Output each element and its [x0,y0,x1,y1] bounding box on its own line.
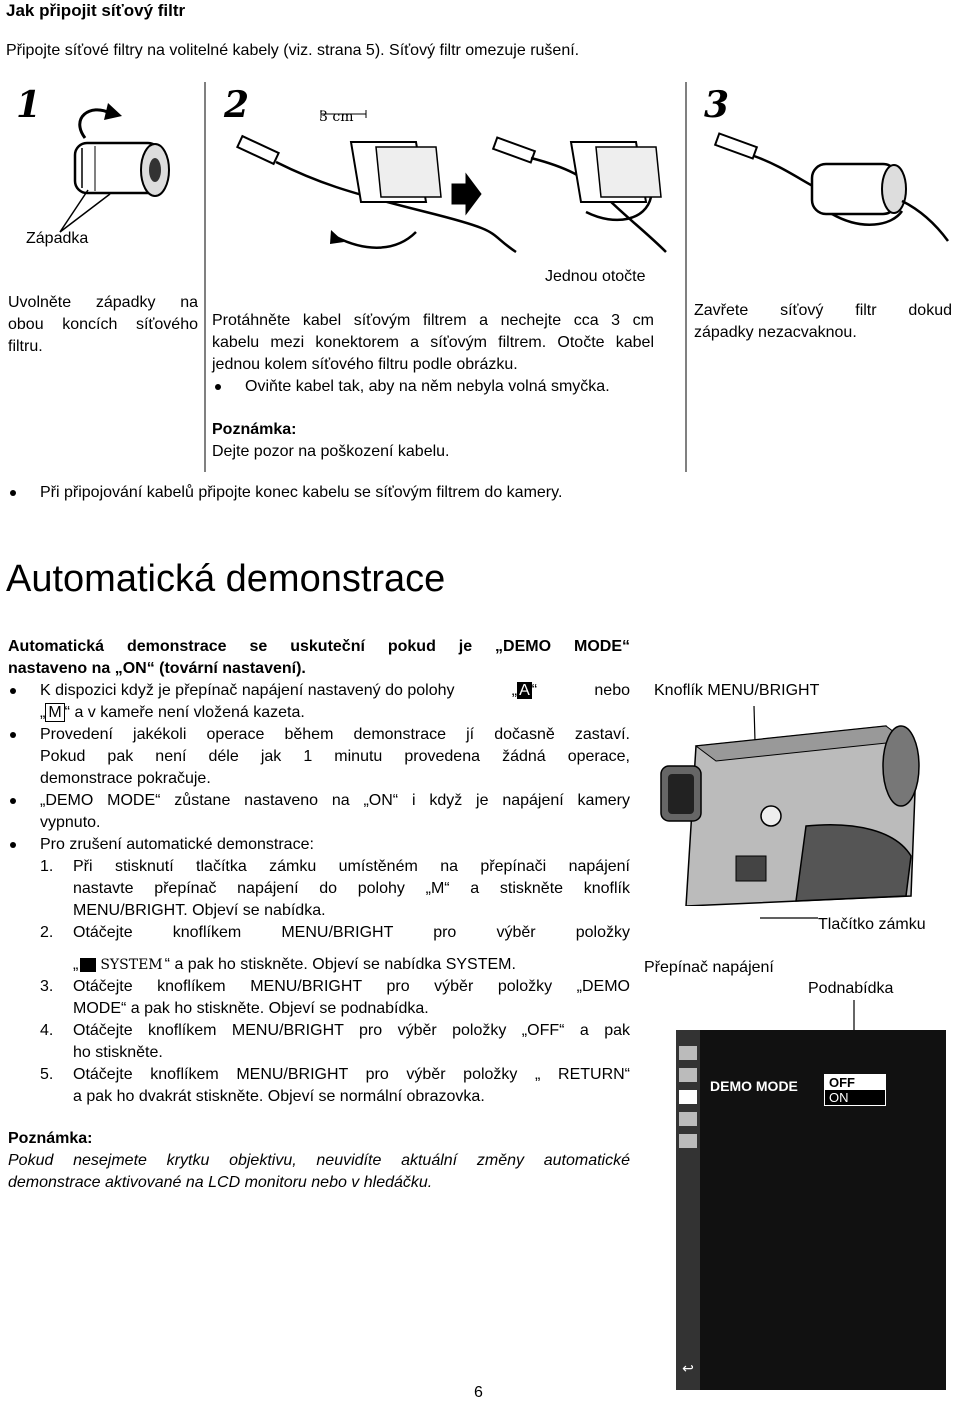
page-number: 6 [474,1384,483,1401]
step2-text: Protáhněte kabel síťovým filtrem a nechejte cca 3 cm kabelu mezi konektorem a síťovým filtrem. Otočte kabel jednou kolem síťového filtru podle obrázku. [212,312,654,373]
measure-label: 3 cm [319,109,354,125]
step-item-1: 1. Při stisknutí tlačítka zámku umístěném na přepínači napájení nastavte přepínač napájení do polohy „M“ a stiskněte knoflík MENU/BRIGHT. Objeví se nabídka. [40,858,630,919]
demo-note-text: Pokud nesejmete krytku objektivu, neuvidíte aktuální změny automatické demonstrace aktivované na LCD monitoru nebo v hledáčku. [8,1152,630,1191]
step2-note-title: Poznámka: [212,421,297,438]
step-item-3: 3. Otáčejte knoflíkem MENU/BRIGHT pro výběr položky „DEMO MODE“ a pak ho stiskněte. Objeví se podnabídka. [40,978,630,1017]
camcorder-illustration [656,706,956,906]
step3-text: Zavřete síťový filtr dokud západky nezacvaknou. [694,302,952,341]
menu-knob-label: Knoflík MENU/BRIGHT [654,682,820,699]
section-title: Jak připojit síťový filtr [6,1,186,20]
mode-a-symbol: A [519,682,530,699]
demo-bullets: K dispozici když je přepínač napájení nastavený do polohy „ A “ nebo „ M “ a v kameře není vložená kazeta. Provedení jakékoli operace během demonstrace jí dočasně zastaví. Pokud pak není déle jak 1 minutu provedena žádná operace, demonstrace pokračuje. „DEMO MODE“ zůstane nastaveno na „ON“ i když je napájení kamery vypnuto. Pro zrušení automatické demonstrace: [40,680,630,856]
intro-text: Připojte síťové filtry na volitelné kabely (viz. strana 5). Síťový filtr omezuje rušení. [6,42,580,59]
bullet-persist: „DEMO MODE“ zůstane nastaveno na „ON“ i když je napájení kamery vypnuto. [40,790,630,834]
step-item-2: 2. Otáčejte knoflíkem MENU/BRIGHT pro výběr položky „ SYSTEM “ a pak ho stiskněte. Objeví se nabídka SYSTEM. [40,922,630,976]
submenu-option-on: ON [829,1090,849,1105]
submenu-box [824,1074,886,1106]
step2-bullet: Oviňte kabel tak, aby na něm nebyla volná smyčka. [245,376,610,398]
step2-note-text: Dejte pozor na poškození kabelu. [212,443,450,460]
system-menu-icon: SYSTEM [80,954,162,976]
cancel-steps [40,856,630,1108]
lock-button-label: Tlačítko zámku [818,916,926,933]
cable-through-filter-illustration [226,102,676,262]
return-icon: ↩ [682,1360,694,1376]
demo-intro: Automatická demonstrace se uskuteční pokud je „DEMO MODE“ nastaveno na „ON“ (tovární nastavení). [8,638,630,677]
bullet-cancel: Pro zrušení automatické demonstrace: [40,834,630,856]
lock-button-leader [760,900,820,940]
mode-m-symbol: M [45,703,64,722]
step-item-5: 5. Otáčejte knoflíkem MENU/BRIGHT pro výběr položky „ RETURN“ a pak ho dvakrát stiskněte. Objeví se normální obrazovka. [40,1066,630,1105]
menu-icon-column [676,1030,700,1390]
closed-filter-illustration [712,126,952,246]
step-number-1: 1 [16,84,42,126]
step1-text: Uvolněte západky na obou koncích síťového filtru. [8,294,198,355]
step-number-3: 3 [704,84,730,126]
ferrite-filter-open-illustration [30,98,190,238]
menu-screen [676,1030,946,1390]
bullet-availability: K dispozici když je přepínač napájení nastavený do polohy „ A “ nebo [40,680,630,702]
turn-once-caption: Jednou otočte [545,268,646,285]
demo-mode-item: DEMO MODE [710,1078,798,1094]
bullet-interrupt: Provedení jakékoli operace během demonstrace jí dočasně zastaví. Pokud pak není déle jak 1 minutu provedena žádná operace, demonstrace pokračuje. [40,724,630,790]
demo-heading: Automatická demonstrace [6,558,446,600]
connect-bullet: Při připojování kabelů připojte konec kabelu se síťovým filtrem do kamery. [40,482,562,504]
step-number-2: 2 [224,84,250,126]
demo-note-title: Poznámka: [8,1130,93,1147]
latch-label: Západka [26,230,89,247]
power-switch-label: Přepínač napájení [644,959,774,976]
step-item-4: 4. Otáčejte knoflíkem MENU/BRIGHT pro výběr položky „OFF“ a pak ho stiskněte. [40,1022,630,1061]
submenu-label: Podnabídka [808,980,894,997]
submenu-option-off: OFF [825,1075,885,1090]
